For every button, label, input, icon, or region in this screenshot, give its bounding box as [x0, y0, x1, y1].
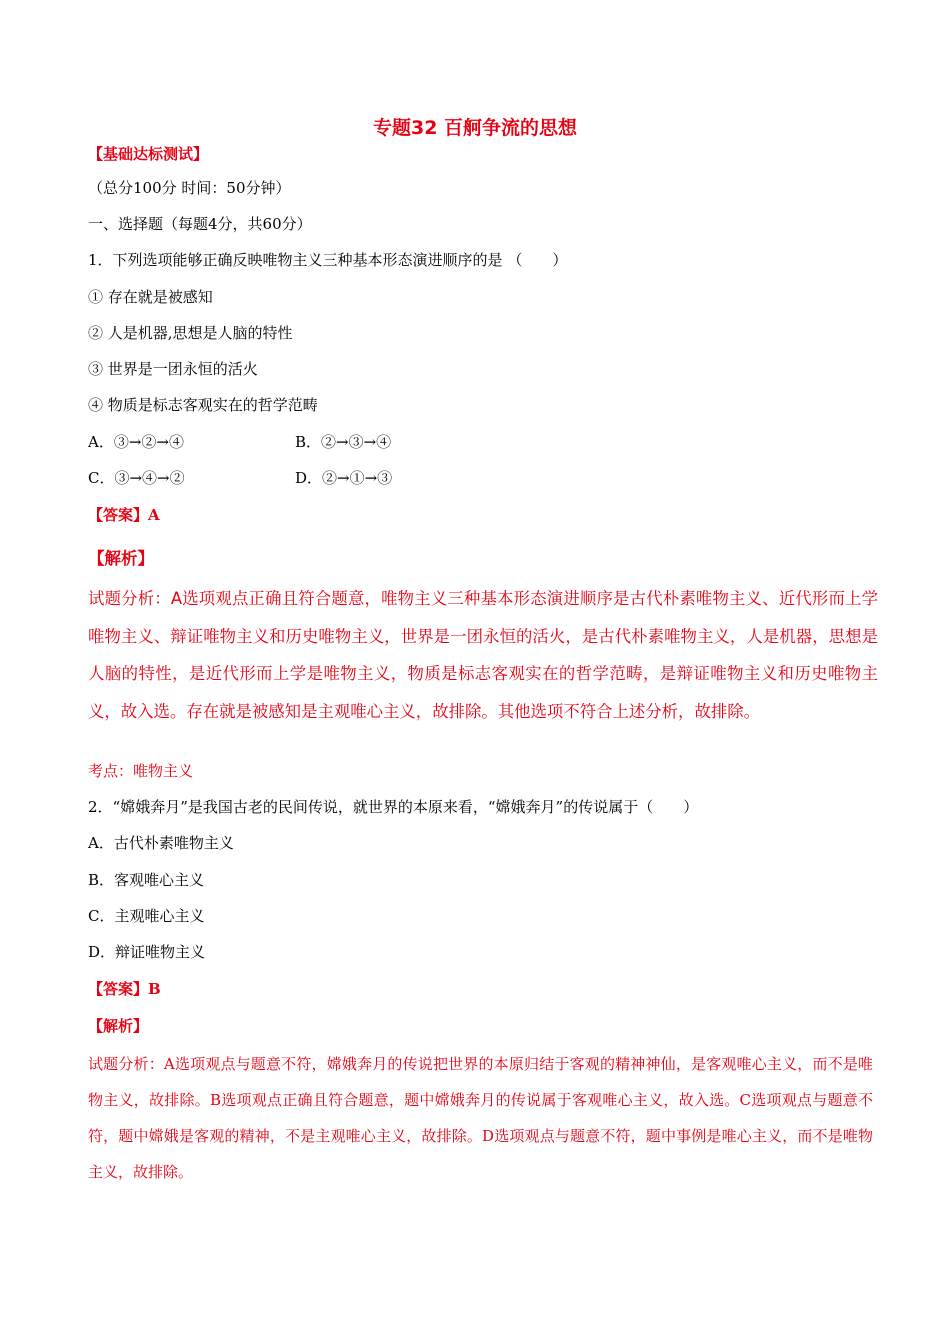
question-1-option-c: C．③→④→② [88, 469, 185, 487]
question-2-option-c: C．主观唯心主义 [88, 907, 205, 925]
exam-meta: （总分100分 时间：50分钟） [88, 179, 291, 197]
question-1-statement-1: ① 存在就是被感知 [88, 288, 213, 306]
page-title: 专题32 百舸争流的思想 [372, 117, 578, 139]
question-2-stem: 2．“嫦娥奔月”是我国古老的民间传说，就世界的本原来看，“嫦娥奔月”的传说属于（ ） [88, 798, 699, 816]
question-2-option-a: A．古代朴素唯物主义 [88, 834, 234, 852]
question-1-option-d: D．②→①→③ [295, 469, 393, 487]
question-2-analysis-label: 【解析】 [88, 1017, 149, 1035]
question-1-analysis: 试题分析：A选项观点正确且符合题意，唯物主义三种基本形态演进顺序是古代朴素唯物主义、近代形而上学唯物主义、辩证唯物主义和历史唯物主义，世界是一团永恒的活火，是古代朴素唯物主义，人是机器，思想是人脑的特性，是近代形而上学是唯物主义，物质是标志客观实在的哲学范畴，是辩证唯物主义和历史唯物主义，故入选。存在就是被感知是主观唯心主义，故排除。其他选项不符合上述分析，故排除。 [88, 589, 878, 721]
section-tag: 【基础达标测试】 [88, 145, 209, 163]
question-1-statement-3: ③ 世界是一团永恒的活火 [88, 360, 258, 378]
question-1-option-b: B．②→③→④ [295, 433, 392, 451]
question-1-statement-4: ④ 物质是标志客观实在的哲学范畴 [88, 396, 318, 414]
question-1-option-a: A．③→②→④ [88, 433, 184, 451]
question-2-analysis: 试题分析：A选项观点与题意不符，嫦娥奔月的传说把世界的本原归结于客观的精神神仙，是客观唯心主义，而不是唯物主义，故排除。B选项观点正确且符合题意，题中嫦娥奔月的传说属于客观唯心主义，故入选。C选项观点与题意不符，题中嫦娥是客观的精神，不是主观唯心主义，故排除。D选项观点与题意不符，题中事例是唯心主义，而不是唯物主义，故排除。 [88, 1055, 873, 1181]
question-2-option-b: B．客观唯心主义 [88, 871, 205, 889]
question-1-analysis-label: 【解析】 [88, 549, 154, 568]
question-2-option-d: D．辩证唯物主义 [88, 943, 206, 961]
question-1-statement-2: ② 人是机器,思想是人脑的特性 [88, 324, 293, 342]
question-1-stem: 1．下列选项能够正确反映唯物主义三种基本形态演进顺序的是 （ ） [88, 251, 568, 269]
question-1-kaodian: 考点：唯物主义 [88, 762, 194, 780]
part-heading: 一、选择题（每题4分，共60分） [88, 215, 312, 233]
question-2-answer: 【答案】B [88, 980, 161, 998]
question-1-answer: 【答案】A [88, 506, 160, 524]
